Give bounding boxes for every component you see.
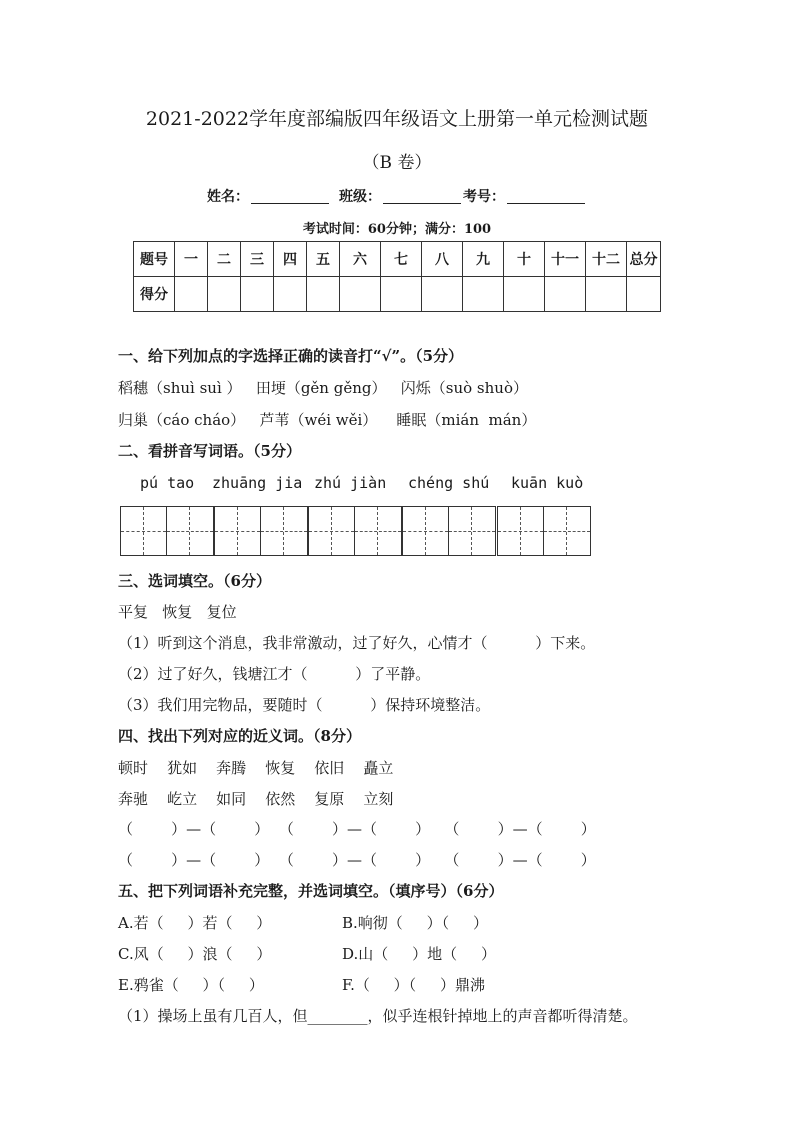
section1-heading: 一、给下列加点的字选择正确的读音打“√”。（5分）: [118, 347, 464, 365]
score-cell[interactable]: [586, 277, 627, 312]
class-label: 班级：: [339, 189, 381, 205]
section4-words: 奔驰 屹立 如同 依然 复原 立刻: [118, 790, 394, 808]
score-header-cell: 八: [422, 242, 463, 277]
score-header-cell: 一: [175, 242, 208, 277]
section3-options: 平复 恢复 复位: [118, 603, 237, 621]
section3-heading: 三、选词填空。（6分）: [118, 572, 271, 590]
section4-words: 顿时 犹如 奔腾 恢复 依旧 矗立: [118, 759, 394, 777]
grid-cell[interactable]: [544, 507, 590, 555]
writing-grid[interactable]: [214, 506, 308, 556]
class-field[interactable]: [383, 189, 461, 204]
writing-grid[interactable]: [497, 506, 591, 556]
section5-item: C.风（ ）浪（ ）: [118, 945, 272, 963]
grid-cell[interactable]: [309, 507, 355, 555]
score-header-cell: 十二: [586, 242, 627, 277]
writing-grid[interactable]: [120, 506, 214, 556]
section5-heading: 五、把下列词语补充完整，并选词填空。（填序号）（6分）: [118, 882, 504, 900]
time-info: 考试时间：60分钟；满分：100: [302, 222, 492, 237]
score-cell[interactable]: [545, 277, 586, 312]
pinyin-label: kuān kuò: [511, 474, 584, 492]
score-cell[interactable]: [307, 277, 340, 312]
section4-answer-row: （ ）—（ ） （ ）—（ ） （ ）—（ ）: [118, 851, 596, 869]
section5-item: E.鸦雀（ ）（ ）: [118, 976, 264, 994]
student-info: [0, 186, 794, 206]
grid-cell[interactable]: [449, 507, 495, 555]
grid-cell[interactable]: [167, 507, 213, 555]
section1-line: 归巢（cáo cháo） 芦苇（wéi wěi） 睡眠（mián mán）: [118, 411, 537, 429]
section3-question: （1）听到这个消息，我非常激动，过了好久，心情才（ ）下来。: [118, 634, 596, 652]
score-header-cell: 题号: [134, 242, 175, 277]
name-field[interactable]: [251, 189, 329, 204]
pinyin-label: pú tao: [140, 474, 195, 492]
score-table-header-row: [134, 242, 661, 277]
section3-question: （2）过了好久，钱塘江才（ ）了平静。: [118, 665, 431, 683]
grid-cell[interactable]: [498, 507, 544, 555]
score-cell[interactable]: [504, 277, 545, 312]
score-header-cell: 十: [504, 242, 545, 277]
writing-grid[interactable]: [308, 506, 402, 556]
section4-heading: 四、找出下列对应的近义词。（8分）: [118, 727, 361, 745]
score-table-score-row: [134, 277, 661, 312]
section5-item: D.山（ ）地（ ）: [342, 945, 496, 963]
score-header-cell: 七: [381, 242, 422, 277]
score-cell[interactable]: [340, 277, 381, 312]
name-label: 姓名：: [207, 189, 249, 205]
score-header-cell: 十一: [545, 242, 586, 277]
section5-item: A.若（ ）若（ ）: [118, 914, 272, 932]
score-cell[interactable]: [627, 277, 661, 312]
score-header-cell: 五: [307, 242, 340, 277]
score-row-label: 得分: [134, 277, 175, 312]
section1-line: 稻穗（shuì suì ） 田埂（gěn gěng） 闪烁（suò shuò）: [118, 379, 528, 397]
grid-cell[interactable]: [355, 507, 401, 555]
number-field[interactable]: [507, 189, 585, 204]
score-header-cell: 二: [208, 242, 241, 277]
grid-cell[interactable]: [261, 507, 307, 555]
score-cell[interactable]: [274, 277, 307, 312]
page-subtitle: （B 卷）: [362, 153, 432, 173]
writing-grid[interactable]: [402, 506, 496, 556]
section4-answer-row: （ ）—（ ） （ ）—（ ） （ ）—（ ）: [118, 820, 596, 838]
score-cell[interactable]: [463, 277, 504, 312]
number-label: 考号：: [463, 189, 505, 205]
score-table: [133, 241, 661, 312]
score-cell[interactable]: [381, 277, 422, 312]
section3-question: （3）我们用完物品，要随时（ ）保持环境整洁。: [118, 696, 491, 714]
score-header-cell: 四: [274, 242, 307, 277]
section5-item: F.（ ）（ ）鼎沸: [342, 976, 486, 994]
score-cell[interactable]: [422, 277, 463, 312]
grid-cell[interactable]: [121, 507, 167, 555]
grid-cell[interactable]: [215, 507, 261, 555]
score-header-cell: 九: [463, 242, 504, 277]
score-cell[interactable]: [241, 277, 274, 312]
score-header-cell: 三: [241, 242, 274, 277]
score-header-cell: 总分: [627, 242, 661, 277]
pinyin-label: zhuāng jia: [212, 474, 303, 492]
pinyin-label: zhú jiàn: [314, 474, 387, 492]
section2-heading: 二、看拼音写词语。（5分）: [118, 442, 301, 460]
score-cell[interactable]: [175, 277, 208, 312]
section5-question: （1）操场上虽有几百人，但________，似乎连根针掉地上的声音都听得清楚。: [118, 1007, 638, 1025]
score-cell[interactable]: [208, 277, 241, 312]
section5-item: B.响彻（ ）（ ）: [342, 914, 488, 932]
pinyin-label: chéng shú: [408, 474, 490, 492]
score-header-cell: 六: [340, 242, 381, 277]
page-title: 2021-2022学年度部编版四年级语文上册第一单元检测试题: [145, 108, 649, 130]
grid-cell[interactable]: [403, 507, 449, 555]
